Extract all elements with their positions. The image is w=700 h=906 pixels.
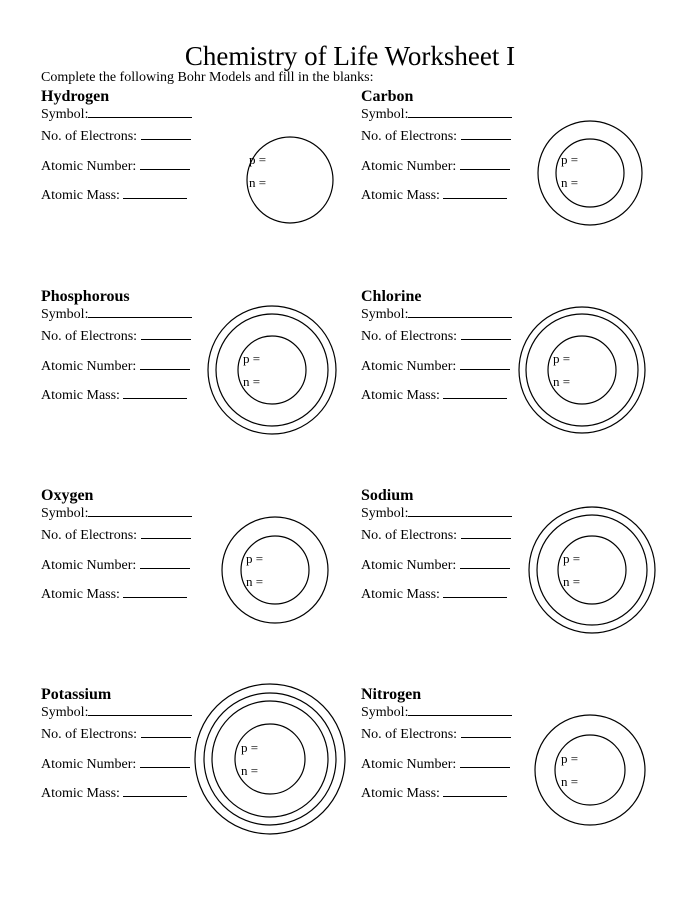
electrons-field[interactable]: No. of Electrons: (41, 327, 191, 345)
element-name: Chlorine (361, 288, 422, 305)
neutrons-label: n = (241, 763, 259, 778)
atomic-mass-field[interactable]: Atomic Mass: (41, 784, 187, 802)
atomic-number-field[interactable]: Atomic Number: (41, 556, 190, 574)
atomic-number-field[interactable]: Atomic Number: (41, 157, 190, 175)
symbol-field[interactable]: Symbol: (361, 305, 512, 323)
atomic-mass-field[interactable]: Atomic Mass: (361, 784, 507, 802)
bohr-model-potassium[interactable] (190, 679, 350, 839)
symbol-field[interactable]: Symbol: (41, 305, 192, 323)
symbol-field[interactable]: Symbol: (361, 105, 512, 123)
protons-label: p = (241, 740, 259, 755)
element-name: Carbon (361, 88, 414, 105)
atomic-mass-field[interactable]: Atomic Mass: (361, 386, 507, 404)
bohr-model-hydrogen[interactable] (210, 100, 370, 260)
worksheet-title: Chemistry of Life Worksheet I (184, 41, 516, 71)
symbol-field[interactable]: Symbol: (41, 105, 192, 123)
protons-label: p = (246, 551, 264, 566)
element-name: Nitrogen (361, 686, 422, 703)
neutrons-label: n = (563, 574, 581, 589)
protons-label: p = (561, 751, 579, 766)
element-name: Oxygen (41, 487, 94, 504)
element-name: Hydrogen (41, 88, 110, 105)
symbol-field[interactable]: Symbol: (41, 504, 192, 522)
neutrons-label: n = (561, 175, 579, 190)
bohr-model-sodium[interactable] (512, 490, 672, 650)
atomic-number-field[interactable]: Atomic Number: (361, 157, 510, 175)
instructions: Complete the following Bohr Models and fill in the blanks: (41, 70, 374, 85)
electrons-field[interactable]: No. of Electrons: (41, 526, 191, 544)
atomic-number-field[interactable]: Atomic Number: (41, 755, 190, 773)
symbol-field[interactable]: Symbol: (361, 504, 512, 522)
symbol-field[interactable]: Symbol: (361, 703, 512, 721)
electrons-field[interactable]: No. of Electrons: (361, 127, 511, 145)
atomic-mass-field[interactable]: Atomic Mass: (361, 585, 507, 603)
bohr-model-chlorine[interactable] (502, 290, 662, 450)
bohr-model-carbon[interactable] (510, 93, 670, 253)
protons-label: p = (563, 551, 581, 566)
bohr-model-phosphorous[interactable] (192, 290, 352, 450)
atomic-number-field[interactable]: Atomic Number: (361, 755, 510, 773)
electrons-field[interactable]: No. of Electrons: (41, 127, 191, 145)
atomic-number-field[interactable]: Atomic Number: (361, 556, 510, 574)
atomic-number-field[interactable]: Atomic Number: (361, 357, 510, 375)
neutrons-label: n = (561, 774, 579, 789)
atomic-mass-field[interactable]: Atomic Mass: (41, 386, 187, 404)
element-name: Potassium (41, 686, 112, 703)
atomic-mass-field[interactable]: Atomic Mass: (41, 585, 187, 603)
atomic-mass-field[interactable]: Atomic Mass: (361, 186, 507, 204)
neutrons-label: n = (246, 574, 264, 589)
neutrons-label: n = (243, 374, 261, 389)
electrons-field[interactable]: No. of Electrons: (361, 327, 511, 345)
neutrons-label: n = (249, 175, 267, 190)
protons-label: p = (561, 152, 579, 167)
electrons-field[interactable]: No. of Electrons: (361, 526, 511, 544)
protons-label: p = (553, 351, 571, 366)
atomic-mass-field[interactable]: Atomic Mass: (41, 186, 187, 204)
protons-label: p = (243, 351, 261, 366)
element-name: Sodium (361, 487, 414, 504)
symbol-field[interactable]: Symbol: (41, 703, 192, 721)
element-name: Phosphorous (41, 288, 130, 305)
atomic-number-field[interactable]: Atomic Number: (41, 357, 190, 375)
bohr-model-oxygen[interactable] (195, 490, 355, 650)
electrons-field[interactable]: No. of Electrons: (41, 725, 191, 743)
bohr-model-nitrogen[interactable] (510, 690, 670, 850)
protons-label: p = (249, 152, 267, 167)
electrons-field[interactable]: No. of Electrons: (361, 725, 511, 743)
neutrons-label: n = (553, 374, 571, 389)
